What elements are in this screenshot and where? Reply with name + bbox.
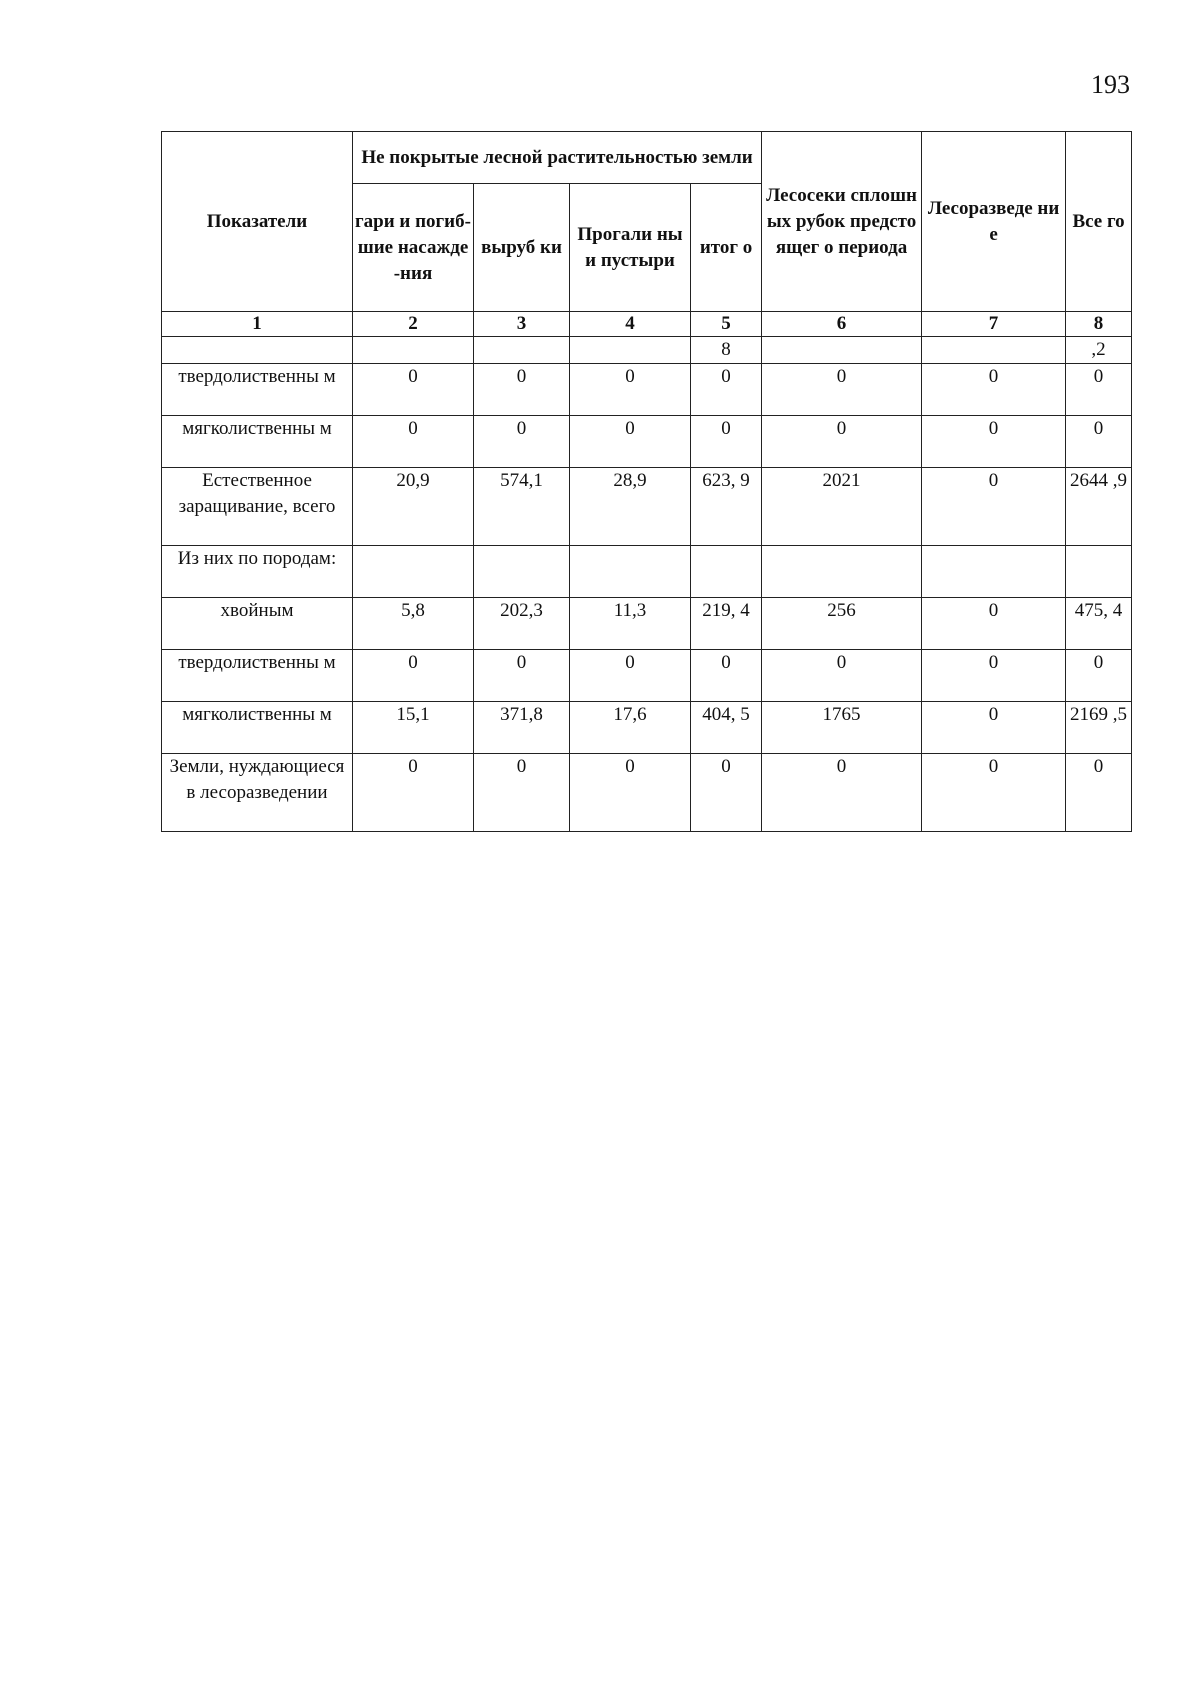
row-label: Из них по породам:: [162, 546, 353, 598]
header-total-all: Все го: [1066, 132, 1132, 312]
cell-clearings: 0: [474, 364, 570, 416]
column-number: 6: [762, 312, 922, 337]
table-row: [162, 650, 1132, 702]
cell-subtotal: 0: [691, 650, 762, 702]
cell-burns: 0: [353, 754, 474, 832]
header-subtotal: итог о: [691, 184, 762, 312]
column-number-row: [162, 312, 1132, 337]
cell-glades: 0: [570, 754, 691, 832]
cell-subtotal: 0: [691, 364, 762, 416]
cell-total: 2644 ,9: [1066, 468, 1132, 546]
cell-total: 0: [1066, 416, 1132, 468]
cell-total: 0: [1066, 364, 1132, 416]
cell-burns: 20,9: [353, 468, 474, 546]
cell-subtotal: 0: [691, 416, 762, 468]
header-cutting-areas: Лесосеки сплошных рубок предстоящег о периода: [762, 132, 922, 312]
cell-glades: 28,9: [570, 468, 691, 546]
cell-glades: [570, 546, 691, 598]
cell-burns: 5,8: [353, 598, 474, 650]
table-row: [162, 337, 1132, 364]
cell-subtotal: 8: [691, 337, 762, 364]
cell-afforestation: 0: [922, 650, 1066, 702]
cell-glades: 0: [570, 650, 691, 702]
cell-clearings: [474, 546, 570, 598]
cell-cutting-areas: 1765: [762, 702, 922, 754]
cell-subtotal: 0: [691, 754, 762, 832]
cell-total: 475, 4: [1066, 598, 1132, 650]
cell-clearings: 0: [474, 650, 570, 702]
table-row: [162, 468, 1132, 546]
row-label: мягколиственны м: [162, 416, 353, 468]
cell-clearings: [474, 337, 570, 364]
cell-afforestation: 0: [922, 598, 1066, 650]
cell-subtotal: 219, 4: [691, 598, 762, 650]
cell-clearings: 574,1: [474, 468, 570, 546]
cell-cutting-areas: 0: [762, 364, 922, 416]
cell-afforestation: 0: [922, 468, 1066, 546]
column-number: 5: [691, 312, 762, 337]
cell-glades: [570, 337, 691, 364]
cell-cutting-areas: 256: [762, 598, 922, 650]
table-row: [162, 546, 1132, 598]
column-number: 4: [570, 312, 691, 337]
cell-cutting-areas: 0: [762, 754, 922, 832]
cell-burns: 15,1: [353, 702, 474, 754]
cell-burns: 0: [353, 364, 474, 416]
row-label: твердолиственны м: [162, 650, 353, 702]
row-label: хвойным: [162, 598, 353, 650]
cell-glades: 0: [570, 364, 691, 416]
cell-subtotal: 404, 5: [691, 702, 762, 754]
cell-afforestation: 0: [922, 702, 1066, 754]
cell-total: 2169 ,5: [1066, 702, 1132, 754]
row-label: Естественное заращивание, всего: [162, 468, 353, 546]
cell-burns: 0: [353, 650, 474, 702]
cell-burns: 0: [353, 416, 474, 468]
forest-lands-table: [161, 131, 1132, 832]
cell-clearings: 202,3: [474, 598, 570, 650]
column-number: 1: [162, 312, 353, 337]
cell-cutting-areas: [762, 546, 922, 598]
header-glades: Прогали ны и пустыри: [570, 184, 691, 312]
table-row: [162, 416, 1132, 468]
column-number: 2: [353, 312, 474, 337]
cell-glades: 0: [570, 416, 691, 468]
cell-total: ,2: [1066, 337, 1132, 364]
row-label: [162, 337, 353, 364]
cell-burns: [353, 337, 474, 364]
cell-burns: [353, 546, 474, 598]
cell-glades: 17,6: [570, 702, 691, 754]
column-number: 8: [1066, 312, 1132, 337]
table-row: [162, 754, 1132, 832]
cell-cutting-areas: 2021: [762, 468, 922, 546]
row-label: твердолиственны м: [162, 364, 353, 416]
column-number: 3: [474, 312, 570, 337]
table-row: [162, 702, 1132, 754]
table-row: [162, 364, 1132, 416]
cell-afforestation: [922, 337, 1066, 364]
header-afforestation: Лесоразведе ние: [922, 132, 1066, 312]
header-burns: гари и погиб-шие насажде-ния: [353, 184, 474, 312]
cell-afforestation: 0: [922, 364, 1066, 416]
cell-clearings: 371,8: [474, 702, 570, 754]
header-indicators: Показатели: [162, 132, 353, 312]
header-unforested-lands: Не покрытые лесной растительностью земли: [353, 132, 762, 184]
table-header: [162, 132, 1132, 337]
cell-subtotal: [691, 546, 762, 598]
cell-afforestation: 0: [922, 416, 1066, 468]
cell-total: 0: [1066, 650, 1132, 702]
cell-cutting-areas: 0: [762, 416, 922, 468]
cell-total: [1066, 546, 1132, 598]
cell-cutting-areas: 0: [762, 650, 922, 702]
table-row: [162, 598, 1132, 650]
column-number: 7: [922, 312, 1066, 337]
row-label: мягколиственны м: [162, 702, 353, 754]
cell-clearings: 0: [474, 416, 570, 468]
page-number: 193: [1091, 70, 1130, 99]
header-clearings: выруб ки: [474, 184, 570, 312]
cell-clearings: 0: [474, 754, 570, 832]
cell-afforestation: 0: [922, 754, 1066, 832]
cell-total: 0: [1066, 754, 1132, 832]
cell-glades: 11,3: [570, 598, 691, 650]
cell-subtotal: 623, 9: [691, 468, 762, 546]
cell-afforestation: [922, 546, 1066, 598]
row-label: Земли, нуждающиеся в лесоразведении: [162, 754, 353, 832]
cell-cutting-areas: [762, 337, 922, 364]
table-body: [162, 337, 1132, 832]
